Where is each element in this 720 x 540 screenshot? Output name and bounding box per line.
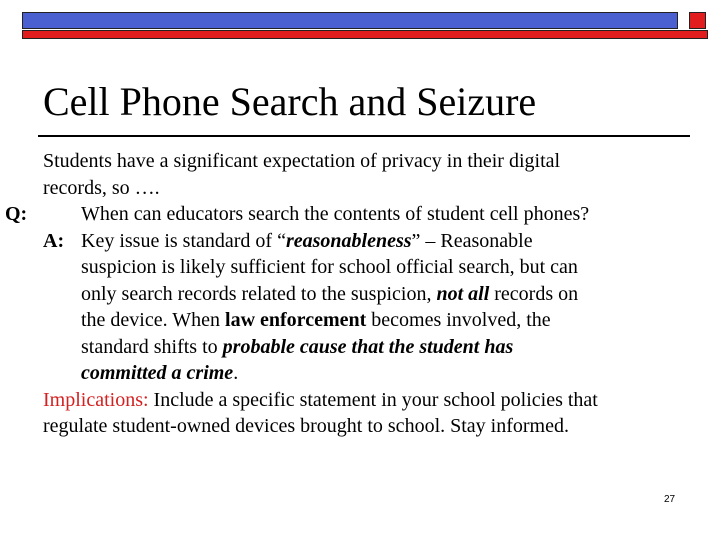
header-bar-red <box>22 30 708 39</box>
emphasis-reasonableness: reasonableness <box>285 229 412 252</box>
implications-paragraph: Implications: Include a specific statement in your school policies that regulate student-owned devices brought to school. Stay informed. <box>43 388 598 437</box>
question-paragraph <box>5 201 683 228</box>
question-label: Q: <box>5 203 28 225</box>
answer-paragraph: A: Key issue is standard of “reasonableness” – Reasonable suspicion is likely sufficient for school official search, but can only search records related to the suspicion, not all records on the device. When law enforcement becomes involved, the standard shifts to probable cause that the student has committed a crime. <box>43 229 579 384</box>
answer-label: A: <box>43 229 65 252</box>
slide-body <box>5 148 683 440</box>
emphasis-not-all: not all <box>436 282 490 305</box>
title-divider <box>38 135 690 137</box>
header-square-red <box>689 12 706 29</box>
slide-title: Cell Phone Search and Seizure <box>43 79 537 124</box>
header-bar-blue <box>22 12 678 29</box>
question-text: When can educators search the contents of student cell phones? <box>81 203 590 225</box>
emphasis-probable-cause: probable cause that the student has <box>222 335 514 358</box>
emphasis-committed-crime: committed a crime <box>81 362 234 384</box>
intro-paragraph: Students have a significant expectation of privacy in their digital records, so …. <box>43 150 561 199</box>
page-number: 27 <box>664 494 676 505</box>
implications-label: Implications: <box>43 388 149 411</box>
emphasis-law-enforcement: law enforcement <box>225 309 367 331</box>
